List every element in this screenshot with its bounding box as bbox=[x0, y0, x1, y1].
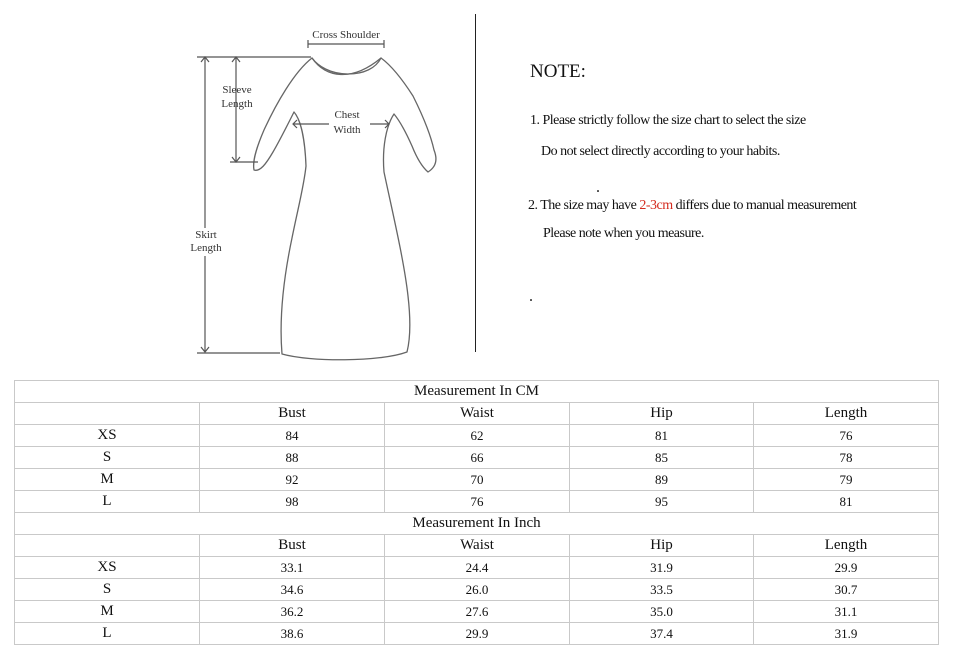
measurement-cell: 81 bbox=[754, 491, 939, 513]
measurement-cell: 31.1 bbox=[754, 601, 939, 623]
measurement-cell: 26.0 bbox=[385, 579, 570, 601]
measurement-cell: 76 bbox=[385, 491, 570, 513]
measurement-cell: 36.2 bbox=[200, 601, 385, 623]
note-heading: NOTE: bbox=[530, 61, 586, 82]
measurement-cell: 98 bbox=[200, 491, 385, 513]
measurement-cell: 84 bbox=[200, 425, 385, 447]
measurement-cell: 35.0 bbox=[570, 601, 754, 623]
size-label-cell: S bbox=[15, 447, 200, 469]
measurement-cell: 31.9 bbox=[570, 557, 754, 579]
size-label-cell: XS bbox=[15, 425, 200, 447]
size-chart-table bbox=[14, 380, 939, 645]
measurement-cell: 33.5 bbox=[570, 579, 754, 601]
column-header: Waist bbox=[385, 535, 570, 557]
table-header-row-cm bbox=[15, 403, 939, 425]
table-header-row-inch bbox=[15, 535, 939, 557]
table-row bbox=[15, 601, 939, 623]
measurement-cell: 81 bbox=[570, 425, 754, 447]
cross-shoulder-label: Cross Shoulder bbox=[312, 29, 380, 41]
measurement-cell: 79 bbox=[754, 469, 939, 491]
size-label-cell: L bbox=[15, 623, 200, 645]
sleeve-length-label-2: Length bbox=[221, 98, 253, 110]
column-header: Waist bbox=[385, 403, 570, 425]
table-row bbox=[15, 557, 939, 579]
measurement-cell: 78 bbox=[754, 447, 939, 469]
measurement-cell: 62 bbox=[385, 425, 570, 447]
stray-dot bbox=[597, 190, 599, 192]
measurement-cell: 33.1 bbox=[200, 557, 385, 579]
size-label-cell: M bbox=[15, 601, 200, 623]
measurement-cell: 31.9 bbox=[754, 623, 939, 645]
size-label-cell: XS bbox=[15, 557, 200, 579]
note-2-suffix: differs due to manual measurement bbox=[672, 198, 857, 213]
table-row bbox=[15, 425, 939, 447]
table-row bbox=[15, 491, 939, 513]
note-2-prefix: 2. The size may have bbox=[528, 198, 640, 213]
measurement-cell: 37.4 bbox=[570, 623, 754, 645]
note-2-highlight: 2-3cm bbox=[639, 198, 673, 213]
size-label-cell: L bbox=[15, 491, 200, 513]
measurement-cell: 29.9 bbox=[385, 623, 570, 645]
note-2-line-1 bbox=[528, 198, 856, 214]
skirt-length-label-1: Skirt bbox=[195, 229, 217, 241]
measurement-cell: 88 bbox=[200, 447, 385, 469]
column-header bbox=[15, 403, 200, 425]
chest-width-label-1: Chest bbox=[334, 109, 360, 121]
stray-dot bbox=[530, 299, 532, 301]
table-title-inch: Measurement In Inch bbox=[15, 513, 939, 535]
measurement-cell: 34.6 bbox=[200, 579, 385, 601]
measurement-cell: 92 bbox=[200, 469, 385, 491]
skirt-length-label-2: Length bbox=[190, 242, 222, 254]
note-1-line-2: Do not select directly according to your habits. bbox=[541, 144, 780, 159]
measurement-cell: 38.6 bbox=[200, 623, 385, 645]
note-1-line-1: 1. Please strictly follow the size chart to select the size bbox=[530, 113, 806, 128]
measurement-cell: 24.4 bbox=[385, 557, 570, 579]
measurement-cell: 29.9 bbox=[754, 557, 939, 579]
measurement-cell: 30.7 bbox=[754, 579, 939, 601]
column-header: Bust bbox=[200, 403, 385, 425]
measurement-cell: 76 bbox=[754, 425, 939, 447]
column-header: Length bbox=[754, 535, 939, 557]
sleeve-length-label-1: Sleeve bbox=[222, 84, 252, 96]
column-header: Hip bbox=[570, 403, 754, 425]
note-2-line-2: Please note when you measure. bbox=[543, 226, 704, 241]
size-label-cell: S bbox=[15, 579, 200, 601]
column-header bbox=[15, 535, 200, 557]
measurement-cell: 27.6 bbox=[385, 601, 570, 623]
table-row bbox=[15, 447, 939, 469]
measurement-cell: 85 bbox=[570, 447, 754, 469]
chest-width-label-2: Width bbox=[333, 124, 361, 136]
table-row bbox=[15, 623, 939, 645]
table-row bbox=[15, 579, 939, 601]
measurement-cell: 66 bbox=[385, 447, 570, 469]
column-header: Bust bbox=[200, 535, 385, 557]
table-title-cm: Measurement In CM bbox=[15, 381, 939, 403]
measurement-cell: 95 bbox=[570, 491, 754, 513]
size-label-cell: M bbox=[15, 469, 200, 491]
table-row bbox=[15, 469, 939, 491]
measurement-cell: 89 bbox=[570, 469, 754, 491]
column-header: Length bbox=[754, 403, 939, 425]
measurement-cell: 70 bbox=[385, 469, 570, 491]
table-title-row-inch bbox=[15, 513, 939, 535]
table-title-row-cm bbox=[15, 381, 939, 403]
column-header: Hip bbox=[570, 535, 754, 557]
